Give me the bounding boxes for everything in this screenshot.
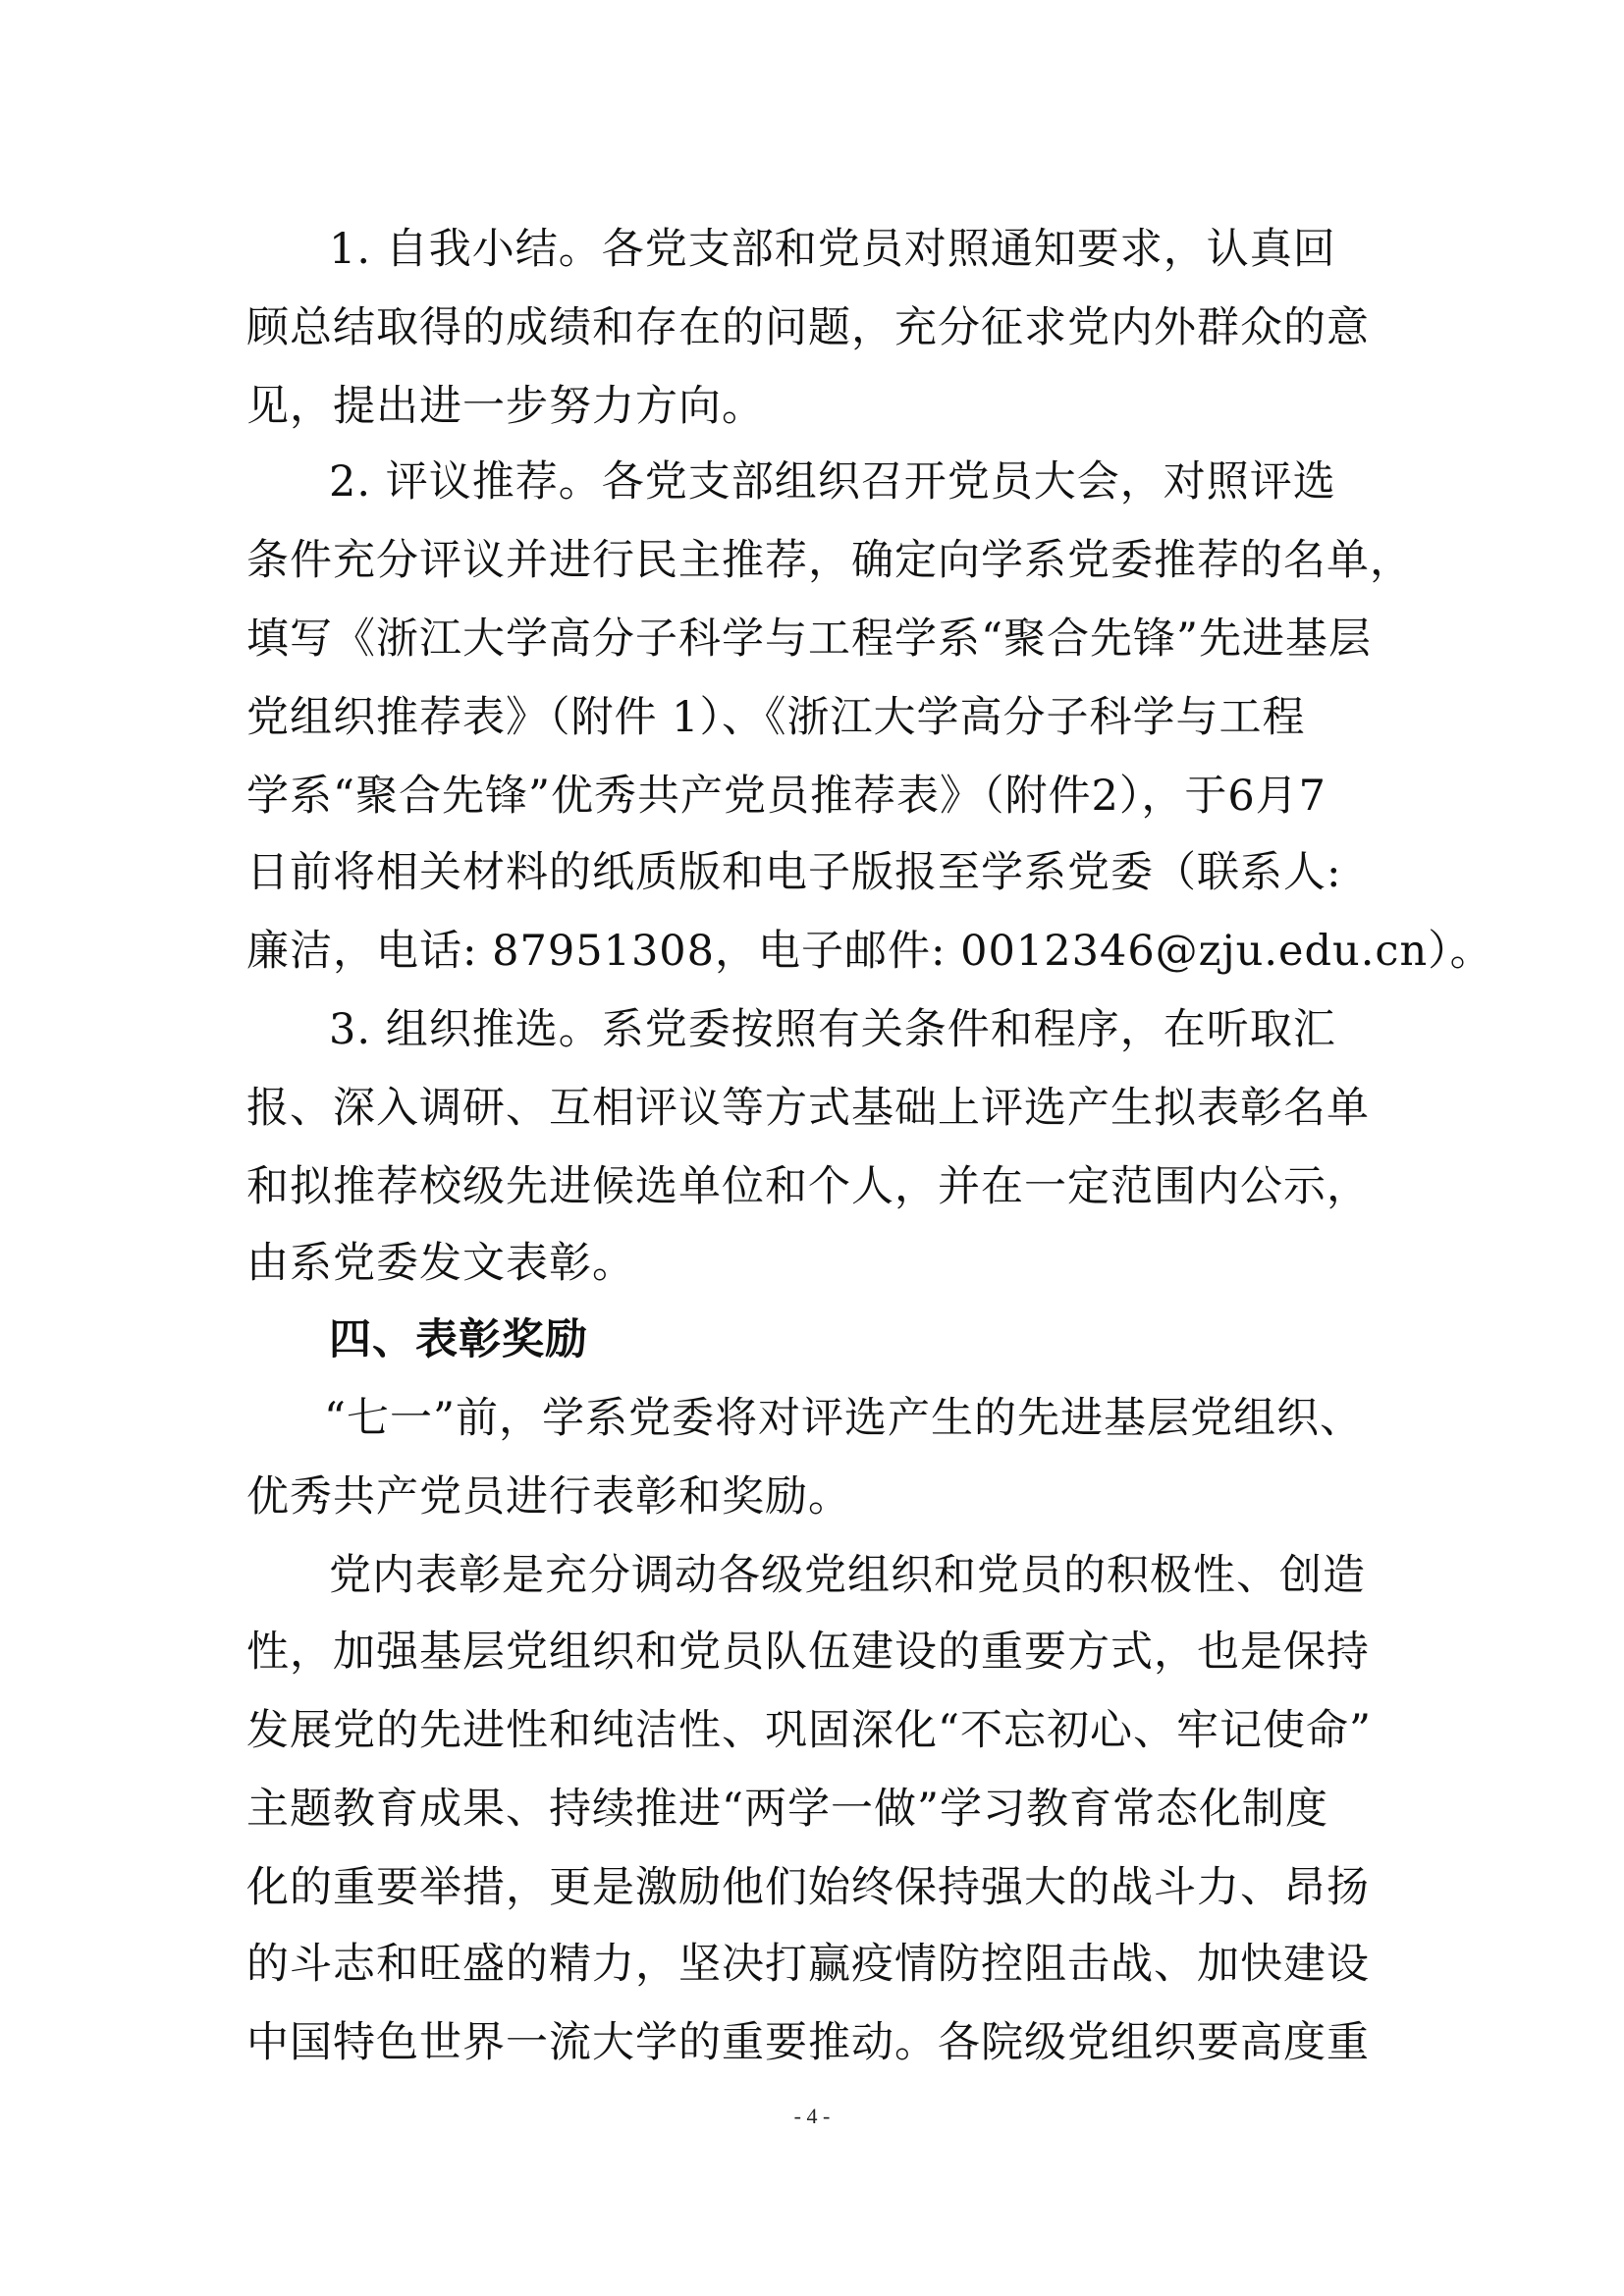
text-line: 优秀共产党员进行表彰和奖励。 [246, 1472, 851, 1522]
text-line: 的斗志和旺盛的精力，坚决打赢疫情防控阻击战、加快建设 [246, 1940, 1370, 1989]
text-line: 党内表彰是充分调动各级党组织和党员的积极性、创造 [329, 1551, 1366, 1600]
text-line: “七一”前，学系党委将对评选产生的先进基层党组织、 [324, 1394, 1363, 1443]
text-line: 填写《浙江大学高分子科学与工程学系“聚合先锋”先进基层 [246, 614, 1372, 664]
text-line: 3. 组织推选。系党委按照有关条件和程序，在听取汇 [329, 1005, 1336, 1054]
page-number: - 4 - [793, 2104, 831, 2128]
text-line: 由系党委发文表彰。 [246, 1239, 635, 1288]
text-line: 主题教育成果、持续推进“两学一做”学习教育常态化制度 [246, 1785, 1328, 1834]
text-line: 和拟推荐校级先进候选单位和个人，并在一定范围内公示， [246, 1162, 1370, 1211]
section-heading: 四、表彰奖励 [329, 1315, 588, 1364]
text-line: 日前将相关材料的纸质版和电子版报至学系党委（联系人: [246, 848, 1342, 897]
text-line: 廉洁，电话: 87951308，电子邮件: 0012346@zju.edu.cn）。 [246, 927, 1493, 976]
text-line: 党组织推荐表》（附件 1）、《浙江大学高分子科学与工程 [246, 693, 1306, 742]
text-line: 顾总结取得的成绩和存在的问题，充分征求党内外群众的意 [246, 303, 1370, 352]
text-line: 发展党的先进性和纯洁性、巩固深化“不忘初心、牢记使命” [246, 1706, 1372, 1755]
text-line: 条件充分评议并进行民主推荐，确定向学系党委推荐的名单， [246, 536, 1413, 585]
text-line: 中国特色世界一流大学的重要推动。各院级党组织要高度重 [246, 2018, 1370, 2067]
text-line: 报、深入调研、互相评议等方式基础上评选产生拟表彰名单 [246, 1084, 1370, 1133]
text-line: 性，加强基层党组织和党员队伍建设的重要方式，也是保持 [246, 1628, 1370, 1677]
text-line: 见，提出进一步努力方向。 [246, 382, 765, 431]
text-line: 化的重要举措，更是激励他们始终保持强大的战斗力、昂扬 [246, 1863, 1370, 1912]
text-line: 学系“聚合先锋”优秀共产党员推荐表》（附件2），于6月7 [246, 772, 1327, 821]
text-line: 1. 自我小结。各党支部和党员对照通知要求，认真回 [329, 225, 1336, 274]
text-line: 2. 评议推荐。各党支部组织召开党员大会，对照评选 [329, 457, 1336, 507]
